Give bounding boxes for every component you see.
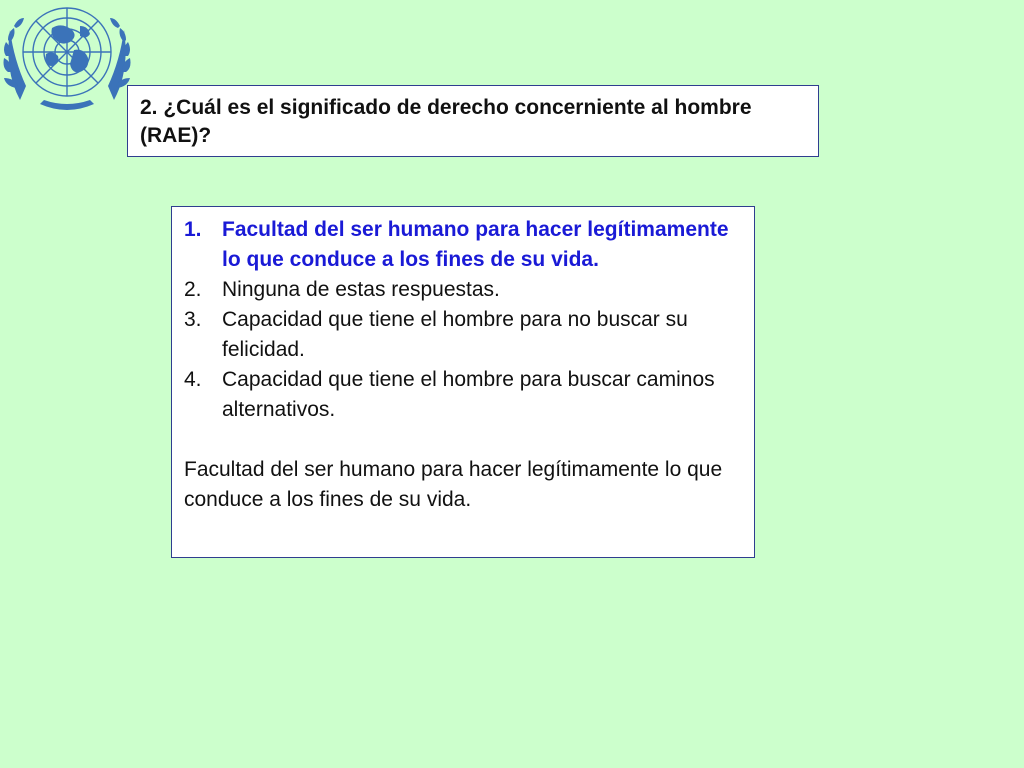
option-3 <box>184 305 742 365</box>
question-box <box>127 85 819 157</box>
question-text: 2. ¿Cuál es el significado de derecho concerniente al hombre (RAE)? <box>140 96 752 147</box>
options-list <box>184 215 742 425</box>
option-number: 2. <box>184 278 202 301</box>
un-emblem-icon <box>0 0 134 118</box>
option-text: Capacidad que tiene el hombre para buscar caminos alternativos. <box>222 368 715 421</box>
option-number: 3. <box>184 308 202 331</box>
option-text: Facultad del ser humano para hacer legítimamente lo que conduce a los fines de su vida. <box>222 218 729 271</box>
option-4 <box>184 365 742 425</box>
option-number: 4. <box>184 368 202 391</box>
answer-box <box>171 206 755 558</box>
option-2 <box>184 275 742 305</box>
option-text: Capacidad que tiene el hombre para no buscar su felicidad. <box>222 308 688 361</box>
option-1 <box>184 215 742 275</box>
option-number: 1. <box>184 218 202 241</box>
option-text: Ninguna de estas respuestas. <box>222 278 500 301</box>
answer-text: Facultad del ser humano para hacer legítimamente lo que conduce a los fines de su vida. <box>184 458 723 511</box>
